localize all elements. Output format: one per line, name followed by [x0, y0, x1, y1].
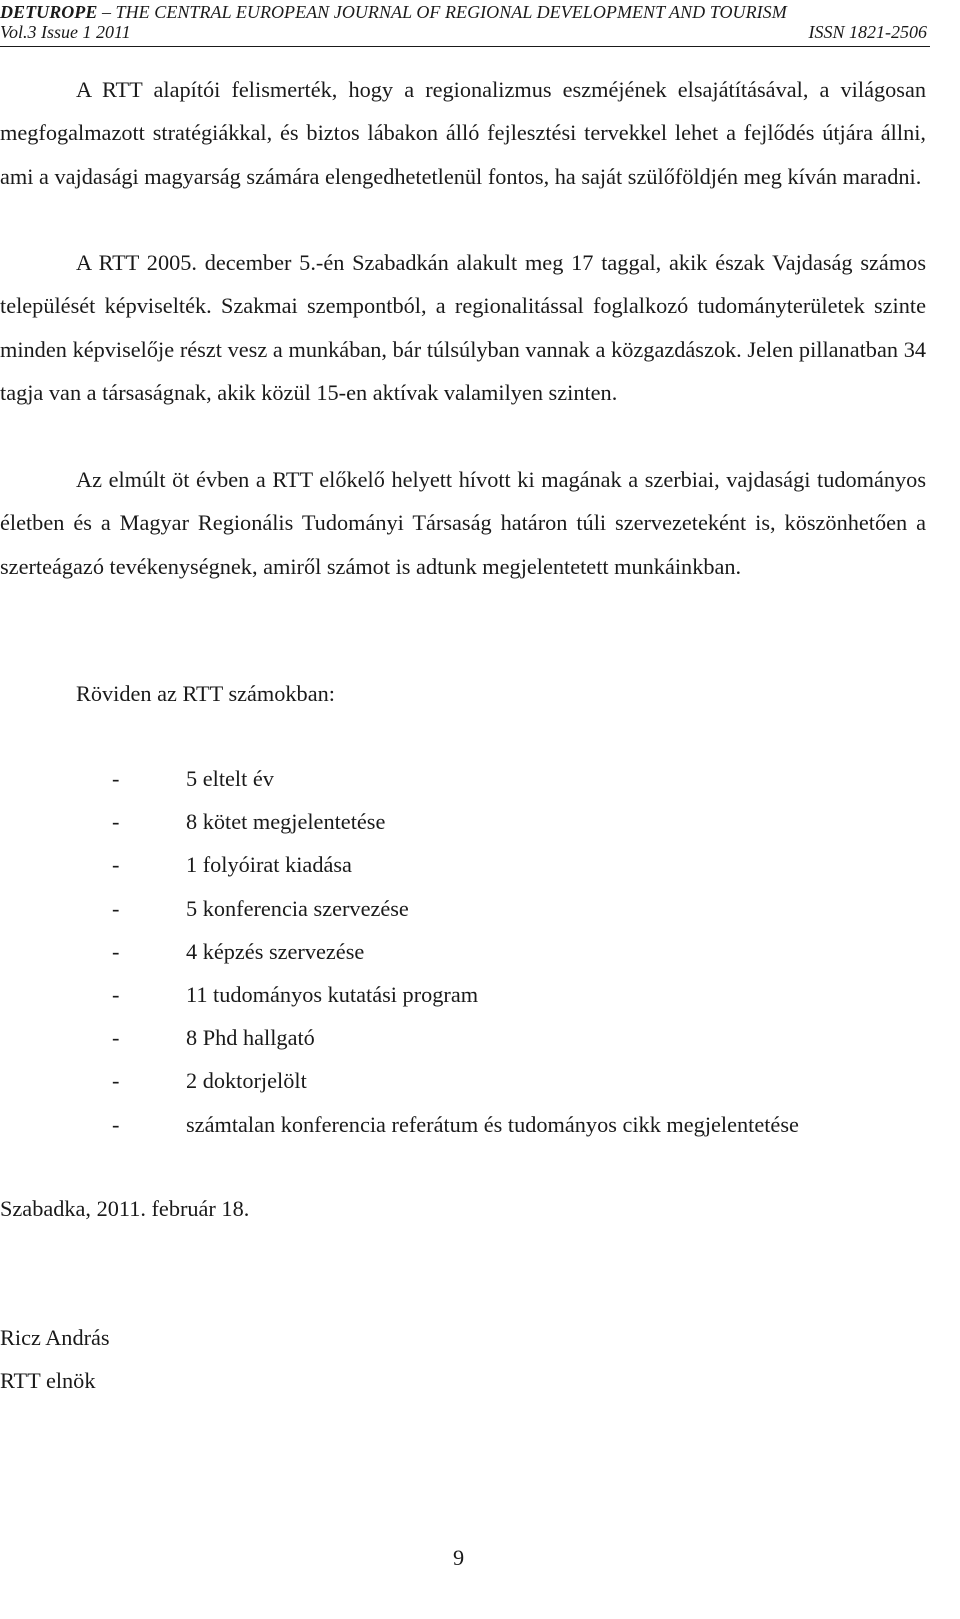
summary-title: Röviden az RTT számokban:	[76, 681, 335, 706]
list-item-text: számtalan konferencia referátum és tudományos cikk megjelentetése	[186, 1111, 799, 1137]
list-dash: -	[112, 852, 120, 878]
list-item-text: 11 tudományos kutatási program	[186, 981, 479, 1007]
issn: ISSN 1821-2506	[808, 22, 927, 42]
header-rule	[0, 46, 930, 47]
running-head	[0, 0, 960, 50]
list-dash: -	[112, 1111, 120, 1137]
list-item-text: 2 doktorjelölt	[186, 1068, 307, 1094]
list-dash: -	[112, 895, 120, 921]
list-dash: -	[112, 938, 120, 964]
signatory-name: Ricz András	[0, 1325, 110, 1350]
list-item-text: 5 eltelt év	[186, 766, 274, 791]
place-and-date: Szabadka, 2011. február 18.	[0, 1196, 250, 1221]
list-dash: -	[112, 1068, 120, 1094]
list-dash: -	[112, 981, 120, 1007]
list-item-text: 8 kötet megjelentetése	[186, 809, 386, 835]
list-dash: -	[112, 766, 120, 791]
journal-title	[0, 2, 787, 23]
list-item-text: 1 folyóirat kiadása	[186, 852, 352, 878]
journal-short-name: DETUROPE	[0, 2, 98, 22]
list-dash: -	[112, 809, 120, 835]
list-item-text: 5 konferencia szervezése	[186, 895, 409, 921]
list-item-text: 8 Phd hallgató	[186, 1025, 315, 1051]
volume-issue: Vol.3 Issue 1 2011	[0, 22, 131, 42]
paragraph-five-years: Az elmúlt öt évben a RTT előkelő helyett hívott ki magának a szerbiai, vajdasági tudományos életben és a Magyar Regionális Tudományi Társaság határon túli szervezeteként is, köszönhetően a szerteágazó tevékenységnek, amiről számot is adtunk megjelentetett munkáinkban.	[0, 467, 926, 579]
page-number: 9	[453, 1545, 465, 1570]
list-item-text: 4 képzés szervezése	[186, 938, 365, 964]
signatory-role: RTT elnök	[0, 1368, 96, 1393]
paragraph-founders: A RTT alapítói felismerték, hogy a regionalizmus eszméjének elsajátításával, a világosan megfogalmazott stratégiákkal, és biztos lábakon álló fejlesztési tervekkel lehet a fejlődés útjára állni, ami a vajdasági magyarság számára elengedhetetlenül fontos, ha saját szülőföldjén meg kíván maradni.	[0, 77, 926, 189]
issue-line	[0, 22, 927, 43]
journal-full-name: – THE CENTRAL EUROPEAN JOURNAL OF REGIONAL DEVELOPMENT AND TOURISM	[97, 2, 787, 22]
paragraph-founding: A RTT 2005. december 5.-én Szabadkán alakult meg 17 taggal, akik észak Vajdaság számos települését képviselték. Szakmai szempontból, a regionalitással foglalkozó tudományterületek szinte minden képviselője részt vesz a munkában, bár túlsúlyban vannak a közgazdászok. Jelen pillanatban 34 tagja van a társaságnak, akik közül 15-en aktívak valamilyen szinten.	[0, 250, 926, 406]
list-dash: -	[112, 1025, 120, 1051]
